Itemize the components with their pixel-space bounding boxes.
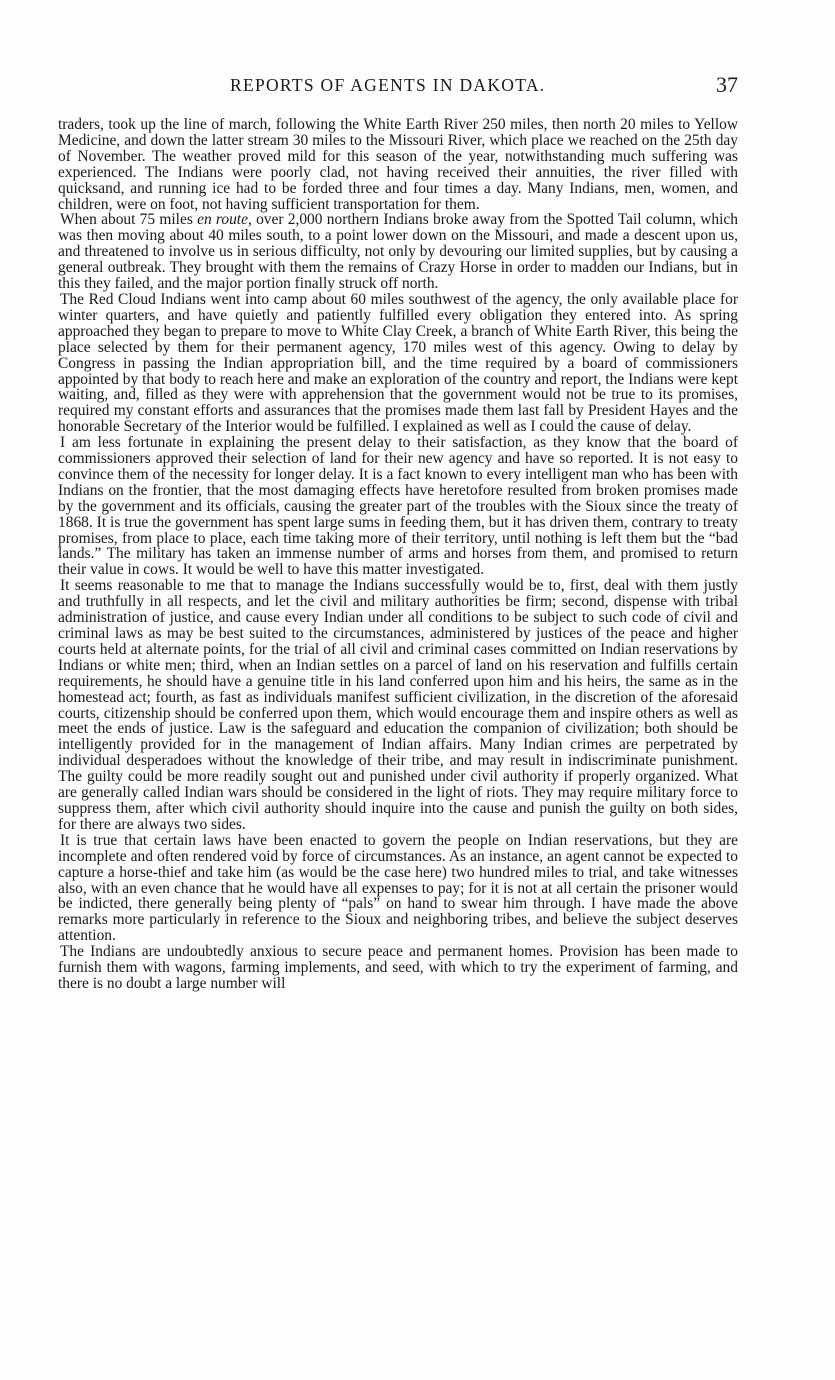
paragraph: It is true that certain laws have been enacted to govern the people on Indian reservations, but they are incomplete and often rendered void by force of circumstances. As an instance, an agent cannot be expected to capture a horse-thief and take him (as would be the case here) two hundred miles to trial, and take witnesses also, with an even chance that he would have all expenses to pay; for it is not at all certain the prisoner would be indicted, there generally being plenty of “pals” on hand to swear him through. I have made the above remarks more particularly in reference to the Sioux and neighboring tribes, and believe the subject deserves attention. bbox=[58, 831, 738, 945]
italic-phrase: en route bbox=[197, 211, 248, 229]
paragraph: The Indians are undoubtedly anxious to secure peace and permanent homes. Provision has been made to furnish them with wagons, farming implements, and seed, with which to try the experiment of farming, and there is no doubt a large number will bbox=[58, 943, 738, 992]
paragraph bbox=[58, 212, 738, 292]
body-text bbox=[58, 117, 738, 992]
paragraph: It seems reasonable to me that to manage the Indians successfully would be to, first, deal with them justly and truthfully in all respects, and let the civil and military authorities be firm; second, dispense with tribal administration of justice, and cause every Indian under all conditions to be subject to such code of civil and criminal laws as may be best suited to the circumstances, administered by justices of the peace and higher courts held at alternate points, for the trial of all civil and criminal cases committed on Indian reservations by Indians or white men; third, when an Indian settles on a parcel of land on his reservation and fulfills certain requirements, he should have a genuine title in his land conferred upon him and his heirs, the same as in the homestead act; fourth, as fast as individuals manifest sufficient civilization, in the discretion of the aforesaid courts, citizenship should be conferred upon them, which would encourage them and inspire others as well as meet the ends of justice. Law is the safeguard and education the companion of civilization; both should be intelligently provided for in the management of Indian affairs. Many Indian crimes are perpetrated by individual desperadoes without the knowledge of their tribe, and may result in indiscriminate punishment. The guilty could be more readily sought out and punished under civil authority if properly organized. What are generally called Indian wars should be considered in the light of riots. They may require military force to suppress them, after which civil authority should inquire into the cause and punish the guilty on both sides, for there are always two sides. bbox=[58, 577, 738, 833]
paragraph-text: , over 2,000 northern Indians broke away from the Spotted Tail column, which was then moving about 40 miles south, to a point lower down on the Missouri, and made a descent upon us, and threatened to involve us in serious difficulty, not only by devouring our limited supplies, but by causing a general outbreak. They brought with them the remains of Crazy Horse in order to madden our Indians, but in this they failed, and the major portion finally struck off north. bbox=[58, 211, 739, 293]
paragraph: I am less fortunate in explaining the present delay to their satisfaction, as they know that the board of commissioners approved their selection of land for their new agency and have so reported. It is not easy to convince them of the necessity for longer delay. It is a fact known to every intelligent man who has been with Indians on the frontier, that the most damaging effects have heretofore resulted from broken promises made by the government and its officials, causing the greater part of the troubles with the Sioux since the treaty of 1868. It is true the government has spent large sums in feeding them, but it has driven them, contrary to treaty promises, from place to place, each time taking more of their territory, until nothing is left them but the “bad lands.” The military has taken an immense number of arms and horses from them, and promised to return their value in cows. It would be well to have this matter investigated. bbox=[58, 434, 738, 579]
paragraph: The Red Cloud Indians went into camp about 60 miles southwest of the agency, the only available place for winter quarters, and have quietly and patiently fulfilled every obligation they entered into. As spring approached they began to prepare to move to White Clay Creek, a branch of White Earth River, this being the place selected by them for their permanent agency, 170 miles west of this agency. Owing to delay by Congress in passing the Indian appropriation bill, and the time required by a board of commissioners appointed by that body to reach here and make an exploration of the country and report, the Indians were kept waiting, and, filled as they were with apprehension that the government would not be true to its promises, required my constant efforts and assurances that the promises made them last fall by President Hayes and the honorable Secretary of the Interior would be fulfilled. I explained as well as I could the cause of delay. bbox=[58, 290, 738, 436]
page-number: 37 bbox=[716, 72, 738, 97]
page-header bbox=[58, 72, 738, 98]
paragraph: traders, took up the line of march, following the White Earth River 250 miles, then north 20 miles to Yellow Medicine, and down the latter stream 30 miles to the Missouri River, which place we reached on the 25th day of November. The weather proved mild for this season of the year, notwithstanding much suffering was experienced. The Indians were poorly clad, not having received their annuities, the river filled with quicksand, and running ice had to be forded three and four times a day. Many Indians, men, women, and children, were on foot, not having sufficient transportation for them. bbox=[58, 116, 738, 213]
running-head: REPORTS OF AGENTS IN DAKOTA. bbox=[230, 75, 546, 95]
paragraph-text: When about 75 miles bbox=[60, 211, 198, 229]
